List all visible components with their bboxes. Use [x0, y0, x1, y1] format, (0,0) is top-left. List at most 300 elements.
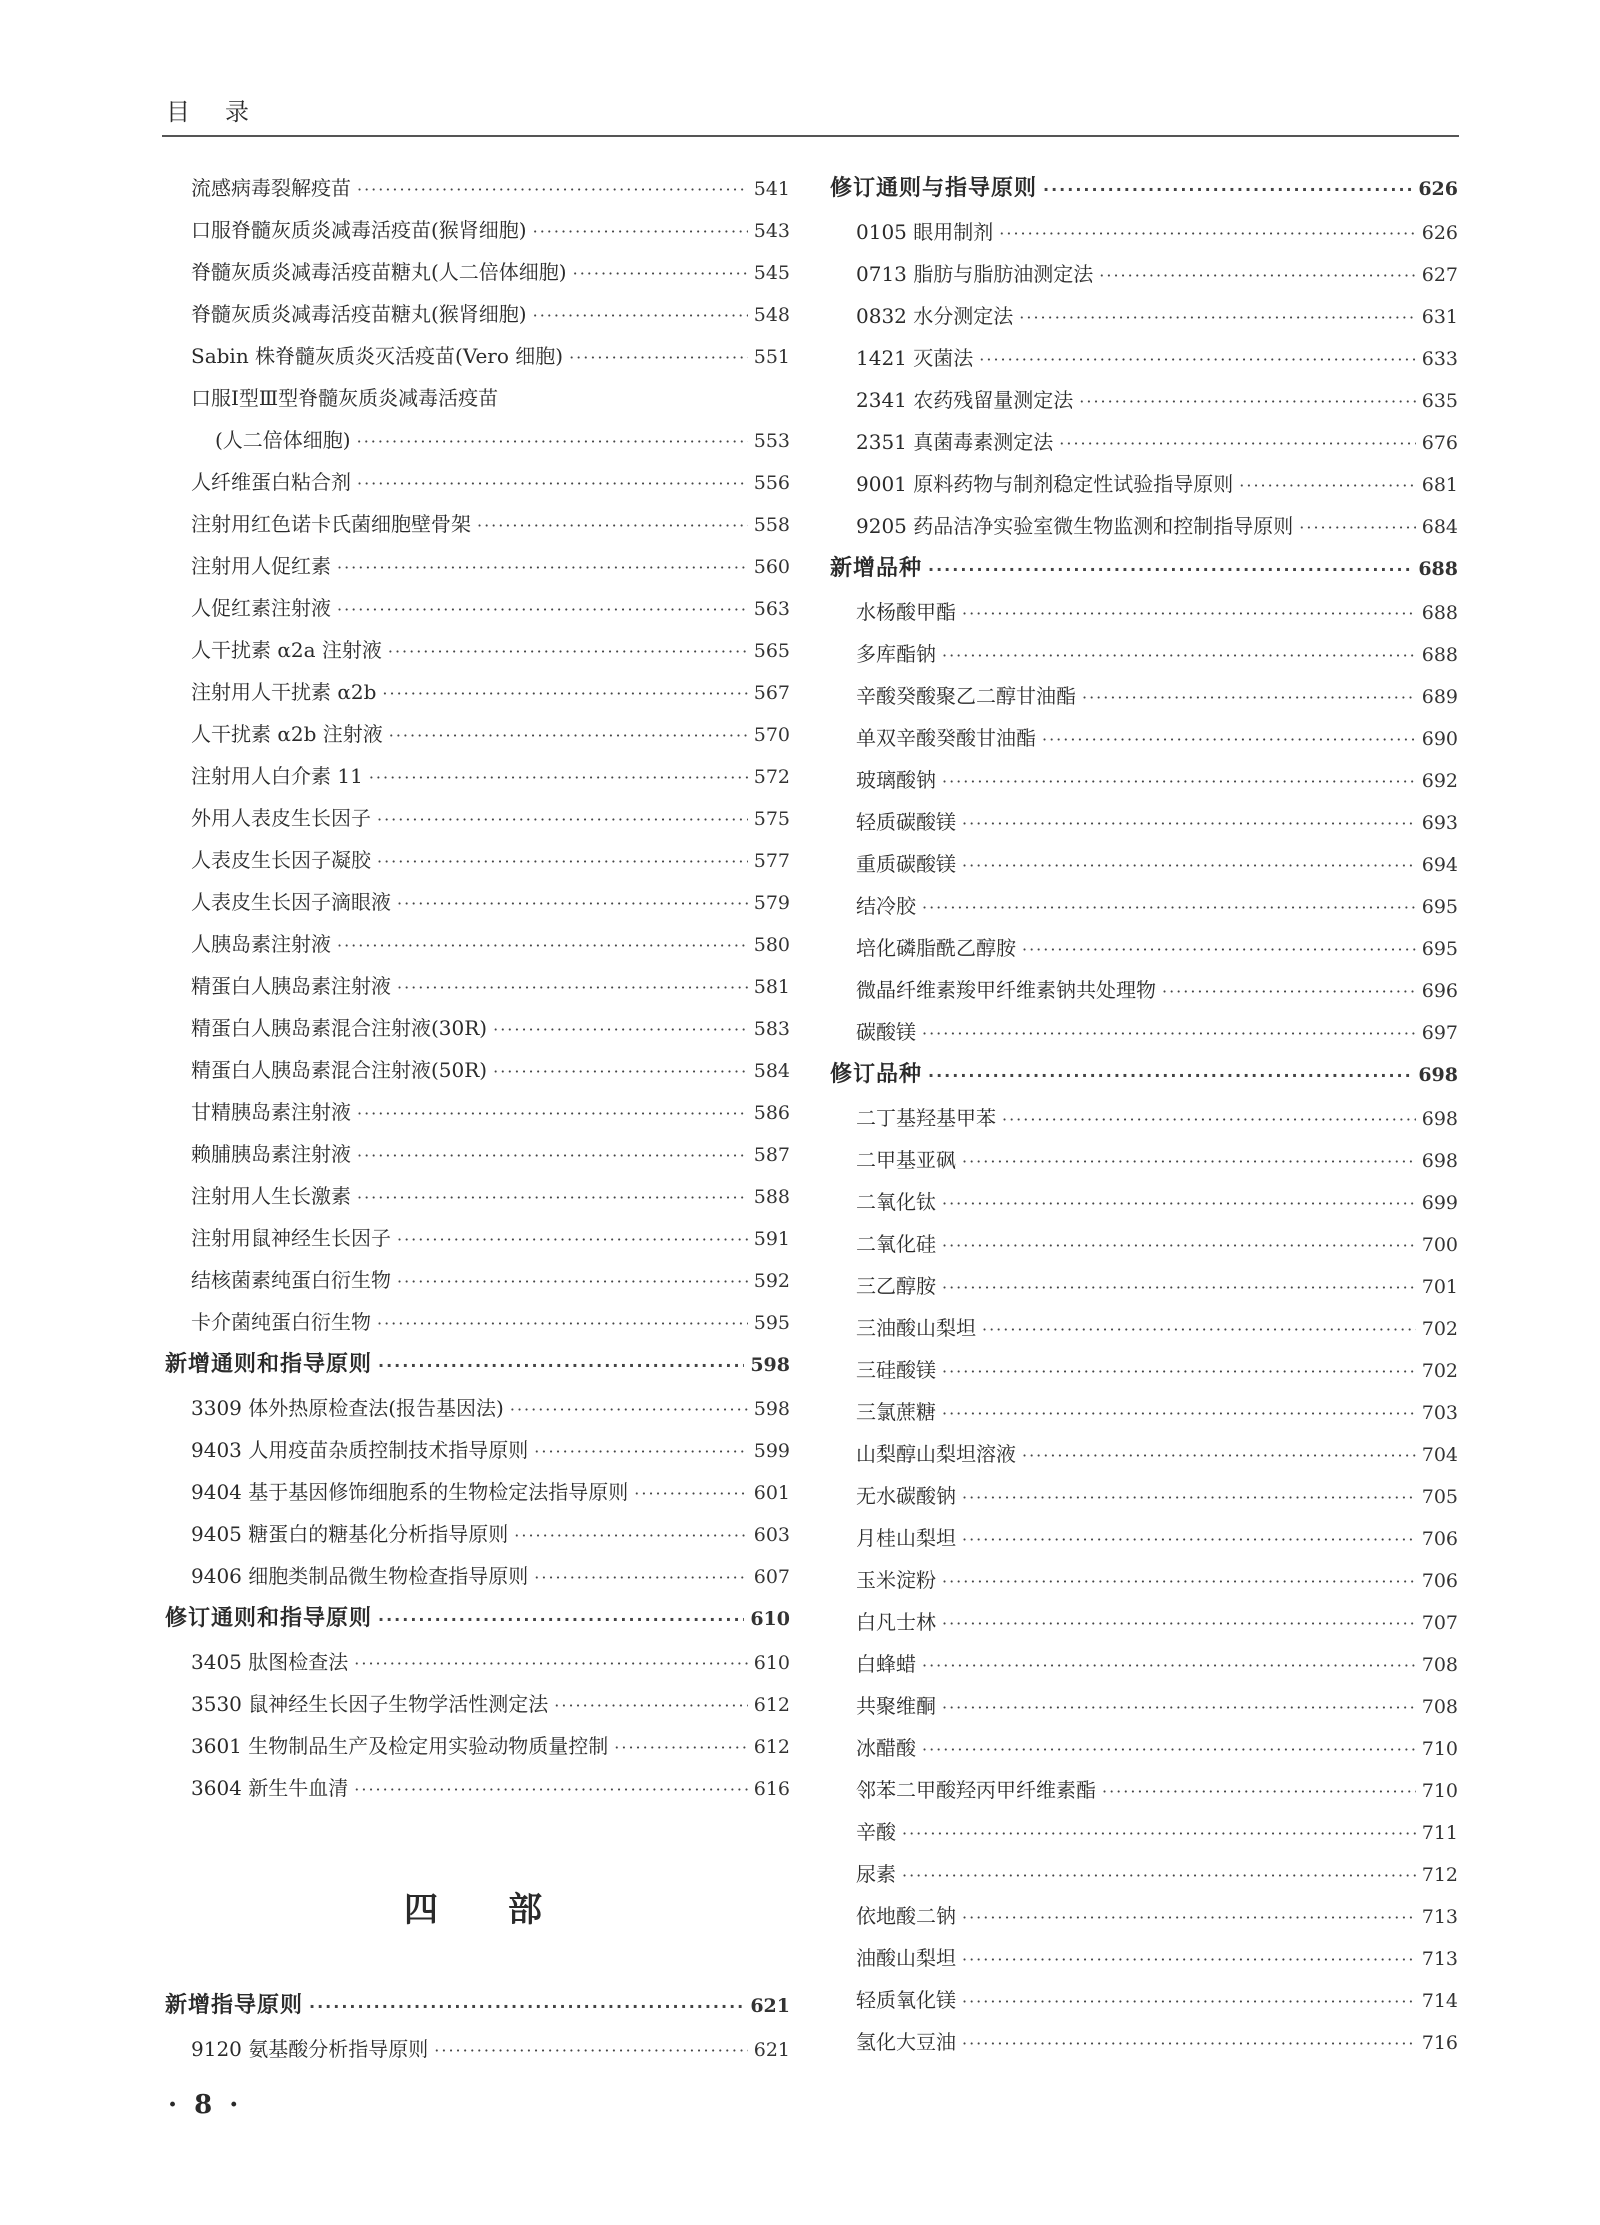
toc-entry-title: 轻质碳酸镁: [856, 810, 956, 834]
dot-leader: [357, 1106, 748, 1122]
toc-page-number: 689: [1421, 686, 1458, 708]
toc-entry[interactable]: [830, 264, 1458, 306]
dot-leader: [1042, 732, 1416, 748]
toc-entry-title: 1421 灭菌法: [856, 346, 974, 370]
toc-page-number: 610: [753, 1652, 790, 1674]
toc-entry-title: 人促红素注射液: [191, 596, 331, 620]
toc-entry[interactable]: [830, 1150, 1458, 1192]
toc-entry-title: 注射用人干扰素 α2b: [191, 680, 377, 704]
toc-entry-title: 尿素: [856, 1862, 896, 1886]
toc-entry[interactable]: [830, 1108, 1458, 1150]
toc-entry[interactable]: [830, 644, 1458, 686]
toc-entry[interactable]: [165, 1694, 790, 1736]
dot-leader: [982, 1322, 1416, 1338]
toc-entry-title: 玻璃酸钠: [856, 768, 936, 792]
header-char-1: 目: [166, 98, 191, 126]
dot-leader: [962, 1952, 1416, 1968]
toc-page-number: 694: [1421, 854, 1458, 876]
dot-leader: [377, 1316, 748, 1332]
toc-entry[interactable]: [165, 1566, 790, 1608]
toc-entry-title: 白凡士林: [856, 1610, 936, 1634]
toc-page-number: 702: [1421, 1360, 1458, 1382]
toc-page-number: 633: [1421, 348, 1458, 370]
toc-entry[interactable]: [830, 1948, 1458, 1990]
toc-entry[interactable]: [830, 854, 1458, 896]
toc-entry-title: 三硅酸镁: [856, 1358, 936, 1382]
dot-leader: [1059, 436, 1415, 452]
toc-entry[interactable]: [165, 1482, 790, 1524]
dot-leader: [357, 476, 748, 492]
toc-entry-title: 二丁基羟基甲苯: [856, 1106, 996, 1130]
toc-page-number: 621: [753, 2039, 790, 2061]
toc-entry-title: 2351 真菌毒素测定法: [856, 430, 1054, 454]
dot-leader: [902, 1868, 1416, 1884]
toc-page-number: 610: [750, 1608, 790, 1630]
toc-page-number: 681: [1421, 474, 1458, 496]
toc-page-number: 577: [753, 850, 790, 872]
toc-left-column-2: [165, 1995, 790, 2081]
toc-page-number: 714: [1421, 1990, 1458, 2012]
toc-entry[interactable]: [830, 2032, 1458, 2074]
toc-page-number: 631: [1421, 306, 1458, 328]
dot-leader: [378, 1612, 744, 1628]
toc-entry[interactable]: [165, 1778, 790, 1820]
toc-entry[interactable]: [830, 222, 1458, 264]
toc-right-list: [830, 178, 1458, 2074]
dot-leader: [942, 1406, 1416, 1422]
toc-entry[interactable]: [165, 808, 790, 850]
toc-page-number: 563: [753, 598, 790, 620]
toc-page-number: 690: [1421, 728, 1458, 750]
toc-page-number: 700: [1421, 1234, 1458, 1256]
toc-entry[interactable]: [165, 388, 790, 430]
toc-left-list-2: [165, 1995, 790, 2081]
toc-page-number: 695: [1421, 938, 1458, 960]
toc-entry[interactable]: [830, 1022, 1458, 1064]
toc-entry-title: 卡介菌纯蛋白衍生物: [191, 1310, 371, 1334]
dot-leader: [357, 1148, 748, 1164]
toc-entry-title: 人干扰素 α2b 注射液: [191, 722, 383, 746]
toc-page-number: 592: [753, 1270, 790, 1292]
toc-entry[interactable]: [165, 1018, 790, 1060]
toc-entry[interactable]: [830, 1444, 1458, 1486]
dot-leader: [1022, 1448, 1416, 1464]
toc-page-number: 698: [1421, 1108, 1458, 1130]
dot-leader: [942, 1238, 1416, 1254]
toc-entry-title: 培化磷脂酰乙醇胺: [856, 936, 1016, 960]
toc-entry-title: 3405 肽图检查法: [191, 1650, 349, 1674]
dot-leader: [1043, 182, 1412, 198]
toc-entry[interactable]: [165, 1398, 790, 1440]
toc-page-number: 541: [753, 178, 790, 200]
toc-page-number: 586: [753, 1102, 790, 1124]
toc-entry[interactable]: [165, 1144, 790, 1186]
toc-page-number: 591: [753, 1228, 790, 1250]
toc-page-number: 697: [1421, 1022, 1458, 1044]
toc-page-number: 702: [1421, 1318, 1458, 1340]
toc-entry-title: 0832 水分测定法: [856, 304, 1014, 328]
dot-leader: [533, 224, 748, 240]
toc-entry[interactable]: [830, 1570, 1458, 1612]
toc-entry[interactable]: [165, 346, 790, 388]
toc-entry-title: 二甲基亚砜: [856, 1148, 956, 1172]
toc-page-number: 698: [1418, 1064, 1458, 1086]
toc-entry-title: 注射用人生长激素: [191, 1184, 351, 1208]
dot-leader: [514, 1528, 747, 1544]
dot-leader: [999, 226, 1415, 242]
toc-entry[interactable]: [165, 1228, 790, 1270]
toc-section-heading[interactable]: [165, 1354, 790, 1398]
running-header: [166, 92, 284, 127]
dot-leader: [962, 2036, 1416, 2052]
dot-leader: [569, 350, 748, 366]
toc-entry[interactable]: [165, 262, 790, 304]
toc-page-number: 706: [1421, 1528, 1458, 1550]
dot-leader: [1099, 268, 1415, 284]
toc-entry-title: Sabin 株脊髓灰质炎灭活疫苗(Vero 细胞): [191, 344, 564, 368]
dot-leader: [369, 770, 748, 786]
toc-page-number: 567: [753, 682, 790, 704]
dot-leader: [357, 182, 748, 198]
toc-entry[interactable]: [165, 934, 790, 976]
dot-leader: [1299, 520, 1415, 536]
dot-leader: [942, 1574, 1416, 1590]
dot-leader: [928, 1068, 1412, 1084]
toc-page-number: 688: [1421, 602, 1458, 624]
toc-entry[interactable]: [165, 556, 790, 598]
toc-entry[interactable]: [830, 516, 1458, 558]
toc-page-number: 588: [753, 1186, 790, 1208]
dot-leader: [1002, 1112, 1416, 1128]
toc-entry-title: 多库酯钠: [856, 642, 936, 666]
toc-entry-title: 结核菌素纯蛋白衍生物: [191, 1268, 391, 1292]
toc-page-number: 551: [753, 346, 790, 368]
toc-entry[interactable]: [830, 1738, 1458, 1780]
toc-page-number: 708: [1421, 1696, 1458, 1718]
dot-leader: [962, 1154, 1416, 1170]
toc-entry-title: 注射用人促红素: [191, 554, 331, 578]
dot-leader: [942, 648, 1416, 664]
dot-leader: [962, 1910, 1416, 1926]
toc-entry-title: 二氧化硅: [856, 1232, 936, 1256]
dot-leader: [357, 434, 748, 450]
toc-section-heading[interactable]: [165, 1995, 790, 2039]
toc-entry[interactable]: [165, 1736, 790, 1778]
toc-page-number: 693: [1421, 812, 1458, 834]
dot-leader: [534, 1444, 747, 1460]
toc-page-number: 712: [1421, 1864, 1458, 1886]
toc-page-number: 575: [753, 808, 790, 830]
toc-entry-title: 人胰岛素注射液: [191, 932, 331, 956]
toc-entry[interactable]: [165, 1652, 790, 1694]
dot-leader: [534, 1570, 747, 1586]
toc-page-number: 580: [753, 934, 790, 956]
toc-page-number: 607: [753, 1566, 790, 1588]
toc-entry[interactable]: [165, 1312, 790, 1354]
toc-entry-title: 二氧化钛: [856, 1190, 936, 1214]
dot-leader: [397, 1274, 748, 1290]
toc-entry[interactable]: [165, 892, 790, 934]
toc-entry-title: 脊髓灰质炎减毒活疫苗糖丸(人二倍体细胞): [191, 260, 567, 284]
toc-entry[interactable]: [165, 1524, 790, 1566]
dot-leader: [922, 1658, 1416, 1674]
toc-page-number: 627: [1421, 264, 1458, 286]
dot-leader: [1079, 394, 1415, 410]
dot-leader: [962, 1994, 1416, 2010]
dot-leader: [337, 602, 748, 618]
toc-entry-title: 无水碳酸钠: [856, 1484, 956, 1508]
toc-page-number: 612: [753, 1694, 790, 1716]
toc-entry[interactable]: [165, 2039, 790, 2081]
dot-leader: [942, 774, 1416, 790]
dot-leader: [493, 1064, 748, 1080]
toc-entry-title: (人二倍体细胞): [215, 428, 351, 452]
toc-entry[interactable]: [830, 1234, 1458, 1276]
toc-entry[interactable]: [830, 728, 1458, 770]
toc-entry[interactable]: [830, 1612, 1458, 1654]
toc-entry[interactable]: [165, 472, 790, 514]
dot-leader: [397, 980, 748, 996]
toc-entry-title: 人表皮生长因子凝胶: [191, 848, 371, 872]
part-heading: 四部: [404, 1890, 612, 1930]
toc-entry-title: 口服Ⅰ型Ⅲ型脊髓灰质炎减毒活疫苗: [191, 386, 499, 410]
page-number: · 8 ·: [168, 2090, 243, 2120]
toc-page-number: 545: [753, 262, 790, 284]
toc-page-number: 695: [1421, 896, 1458, 918]
toc-right-column: [830, 178, 1458, 2074]
toc-section-heading[interactable]: [830, 178, 1458, 222]
toc-page-number: 579: [753, 892, 790, 914]
toc-entry[interactable]: [165, 682, 790, 724]
toc-entry-title: 9405 糖蛋白的糖基化分析指导原则: [191, 1522, 509, 1546]
dot-leader: [354, 1782, 747, 1798]
toc-entry-title: 轻质氧化镁: [856, 1988, 956, 2012]
dot-leader: [357, 1190, 748, 1206]
toc-section-heading[interactable]: [165, 1608, 790, 1652]
toc-page-number: 599: [753, 1440, 790, 1462]
dot-leader: [397, 896, 748, 912]
dot-leader: [573, 266, 748, 282]
toc-entry-title: 精蛋白人胰岛素混合注射液(30R): [191, 1016, 488, 1040]
toc-entry[interactable]: [165, 1270, 790, 1312]
toc-entry[interactable]: [830, 1906, 1458, 1948]
toc-entry[interactable]: [830, 306, 1458, 348]
toc-entry-title: 0713 脂肪与脂肪油测定法: [856, 262, 1094, 286]
dot-leader: [962, 858, 1416, 874]
toc-entry-title: 修订品种: [830, 1062, 923, 1087]
toc-entry[interactable]: [830, 348, 1458, 390]
toc-page-number: 698: [1421, 1150, 1458, 1172]
dot-leader: [928, 562, 1412, 578]
dot-leader: [962, 606, 1416, 622]
toc-entry[interactable]: [830, 1822, 1458, 1864]
toc-entry-title: 3601 生物制品生产及检定用实验动物质量控制: [191, 1734, 609, 1758]
toc-entry-title: 氢化大豆油: [856, 2030, 956, 2054]
toc-entry-title: 三油酸山梨坦: [856, 1316, 976, 1340]
header-rule: [162, 135, 1459, 137]
toc-entry-title: 注射用红色诺卡氏菌细胞壁骨架: [191, 512, 471, 536]
toc-page-number: 676: [1421, 432, 1458, 454]
toc-entry[interactable]: [830, 812, 1458, 854]
toc-entry[interactable]: [830, 1360, 1458, 1402]
toc-entry[interactable]: [165, 724, 790, 766]
toc-page-number: 713: [1421, 1906, 1458, 1928]
dot-leader: [554, 1698, 747, 1714]
toc-page-number: 553: [753, 430, 790, 452]
toc-entry-title: 新增通则和指导原则: [165, 1352, 373, 1377]
toc-entry[interactable]: [830, 1486, 1458, 1528]
dot-leader: [434, 2043, 747, 2059]
dot-leader: [942, 1196, 1416, 1212]
dot-leader: [1102, 1784, 1416, 1800]
toc-page-number: 706: [1421, 1570, 1458, 1592]
toc-page-number: 704: [1421, 1444, 1458, 1466]
toc-entry-title: 甘精胰岛素注射液: [191, 1100, 351, 1124]
toc-entry[interactable]: [830, 1654, 1458, 1696]
toc-entry-title: 辛酸癸酸聚乙二醇甘油酯: [856, 684, 1076, 708]
toc-entry[interactable]: [165, 1440, 790, 1482]
toc-page-number: 708: [1421, 1654, 1458, 1676]
toc-entry[interactable]: [830, 1990, 1458, 2032]
toc-entry-title: 依地酸二钠: [856, 1904, 956, 1928]
toc-entry[interactable]: [830, 1276, 1458, 1318]
toc-entry[interactable]: [830, 1192, 1458, 1234]
toc-entry-title: 精蛋白人胰岛素混合注射液(50R): [191, 1058, 488, 1082]
dot-leader: [1239, 478, 1415, 494]
dot-leader: [922, 1026, 1416, 1042]
toc-page-number: 583: [753, 1018, 790, 1040]
toc-entry[interactable]: [830, 1696, 1458, 1738]
toc-entry-title: 白蜂蜡: [856, 1652, 916, 1676]
toc-entry[interactable]: [830, 390, 1458, 432]
dot-leader: [1019, 310, 1415, 326]
dot-leader: [389, 728, 748, 744]
toc-entry[interactable]: [165, 1186, 790, 1228]
toc-page-number: 601: [753, 1482, 790, 1504]
dot-leader: [962, 1490, 1416, 1506]
toc-entry-title: 流感病毒裂解疫苗: [191, 176, 351, 200]
toc-entry-title: 新增指导原则: [165, 1993, 304, 2018]
toc-page-number: 570: [753, 724, 790, 746]
toc-entry[interactable]: [165, 514, 790, 556]
toc-page-number: 598: [753, 1398, 790, 1420]
toc-entry[interactable]: [830, 1528, 1458, 1570]
toc-entry-continuation[interactable]: [165, 430, 790, 472]
toc-entry[interactable]: [165, 304, 790, 346]
toc-entry-title: 注射用人白介素 11: [191, 764, 363, 788]
toc-page-number: 684: [1421, 516, 1458, 538]
toc-entry[interactable]: [830, 602, 1458, 644]
toc-page-number: 556: [753, 472, 790, 494]
dot-leader: [377, 812, 748, 828]
dot-leader: [942, 1700, 1416, 1716]
toc-entry[interactable]: [830, 432, 1458, 474]
dot-leader: [388, 644, 748, 660]
toc-entry[interactable]: [830, 1780, 1458, 1822]
dot-leader: [337, 560, 748, 576]
toc-entry[interactable]: [165, 220, 790, 262]
toc-entry-title: 精蛋白人胰岛素注射液: [191, 974, 391, 998]
toc-entry-title: 三氯蔗糖: [856, 1400, 936, 1424]
toc-page-number: 584: [753, 1060, 790, 1082]
dot-leader: [533, 308, 748, 324]
dot-leader: [614, 1740, 747, 1756]
toc-entry-title: 脊髓灰质炎减毒活疫苗糖丸(猴肾细胞): [191, 302, 527, 326]
toc-entry-title: 人干扰素 α2a 注射液: [191, 638, 382, 662]
toc-page-number: 572: [753, 766, 790, 788]
dot-leader: [922, 900, 1416, 916]
toc-page-number: 699: [1421, 1192, 1458, 1214]
toc-entry[interactable]: [830, 1402, 1458, 1444]
toc-entry-title: 月桂山梨坦: [856, 1526, 956, 1550]
toc-entry[interactable]: [830, 980, 1458, 1022]
toc-page-number: 612: [753, 1736, 790, 1758]
toc-entry-title: 水杨酸甲酯: [856, 600, 956, 624]
toc-entry-title: 外用人表皮生长因子: [191, 806, 371, 830]
dot-leader: [902, 1826, 1416, 1842]
toc-entry-title: 邻苯二甲酸羟丙甲纤维素酯: [856, 1778, 1096, 1802]
toc-page-number: 713: [1421, 1948, 1458, 1970]
toc-entry[interactable]: [165, 766, 790, 808]
toc-entry[interactable]: [165, 850, 790, 892]
toc-entry[interactable]: [830, 896, 1458, 938]
toc-entry[interactable]: [165, 976, 790, 1018]
toc-entry[interactable]: [165, 640, 790, 682]
toc-entry-title: 3530 鼠神经生长因子生物学活性测定法: [191, 1692, 549, 1716]
toc-page-number: 701: [1421, 1276, 1458, 1298]
toc-entry-title: 共聚维酮: [856, 1694, 936, 1718]
toc-entry[interactable]: [830, 770, 1458, 812]
dot-leader: [634, 1486, 747, 1502]
toc-entry-title: 人纤维蛋白粘合剂: [191, 470, 351, 494]
toc-page-number: 710: [1421, 1738, 1458, 1760]
toc-section-heading[interactable]: [830, 1064, 1458, 1108]
toc-entry-title: 碳酸镁: [856, 1020, 916, 1044]
toc-entry[interactable]: [830, 686, 1458, 728]
toc-entry[interactable]: [165, 1060, 790, 1102]
toc-entry-title: 9404 基于基因修饰细胞系的生物检定法指导原则: [191, 1480, 629, 1504]
toc-entry-title: 玉米淀粉: [856, 1568, 936, 1592]
toc-page-number: 595: [753, 1312, 790, 1334]
toc-left-column: [165, 178, 790, 1820]
toc-entry[interactable]: [830, 1864, 1458, 1906]
toc-page-number: 688: [1418, 558, 1458, 580]
dot-leader: [354, 1656, 747, 1672]
toc-page-number: 616: [753, 1778, 790, 1800]
dot-leader: [962, 1532, 1416, 1548]
dot-leader: [377, 854, 748, 870]
toc-entry-title: 冰醋酸: [856, 1736, 916, 1760]
toc-entry-title: 3604 新生牛血清: [191, 1776, 349, 1800]
toc-page-number: 716: [1421, 2032, 1458, 2054]
toc-page-number: 621: [750, 1995, 790, 2017]
toc-entry[interactable]: [830, 938, 1458, 980]
toc-page-number: 581: [753, 976, 790, 998]
toc-entry[interactable]: [830, 474, 1458, 516]
dot-leader: [942, 1280, 1416, 1296]
toc-entry[interactable]: [830, 1318, 1458, 1360]
toc-section-heading[interactable]: [830, 558, 1458, 602]
toc-page-number: 692: [1421, 770, 1458, 792]
toc-page-number: 626: [1418, 178, 1458, 200]
toc-page-number: 603: [753, 1524, 790, 1546]
toc-entry[interactable]: [165, 1102, 790, 1144]
toc-entry[interactable]: [165, 178, 790, 220]
toc-entry-title: 辛酸: [856, 1820, 896, 1844]
toc-entry-title: 0105 眼用制剂: [856, 220, 994, 244]
toc-entry[interactable]: [165, 598, 790, 640]
toc-page-number: 548: [753, 304, 790, 326]
